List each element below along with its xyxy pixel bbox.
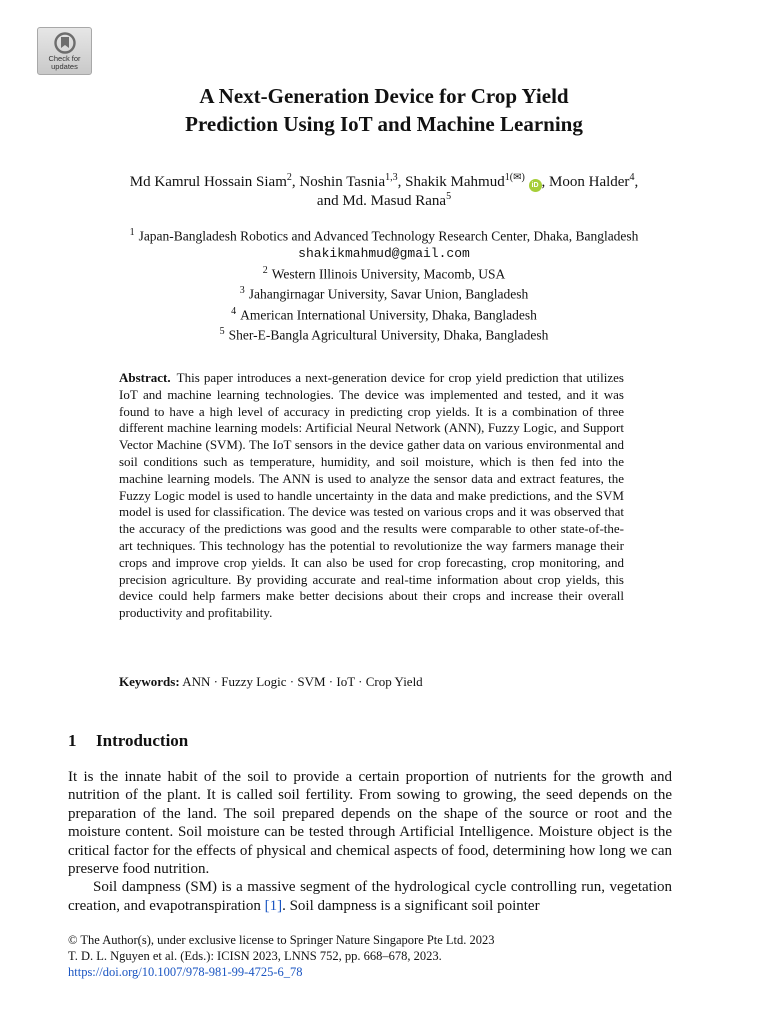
affiliation: $^3$ Jahangirnagar University, Savar Union, Bangladesh [239,285,529,302]
doi-link[interactable]: https://doi.org/10.1007/978-981-99-4725-6_78 [68,965,303,979]
section-title: Introduction [96,731,189,750]
author-sup: 1,3 [385,172,398,183]
keywords-list: ANN · Fuzzy Logic · SVM · IoT · Crop Yield [182,674,423,689]
keywords [119,673,624,690]
affiliations [30,224,738,344]
abstract-label: Abstract. [119,370,171,385]
corresponding-email[interactable]: shakikmahmud@gmail.com [298,245,470,261]
affiliation: $^4$ American International University, Dhaka, Bangladesh [231,305,537,322]
author: Md. Masud Rana [342,193,447,209]
affiliation: $^5$ Sher-E-Bangla Agricultural University, Dhaka, Bangladesh [219,326,549,343]
author-sup: 4 [629,172,635,183]
body-text [68,768,672,915]
author: Noshin Tasnia [299,174,386,190]
author-list: Md Kamrul Hossain Siam$^2$, Noshin Tasnia$^{1,3}$, Shakik Mahmud$^{1(✉)}$ iD , Moon Halder$^4$, and Md. Masud Rana$^5$ [129,172,639,209]
paper-title: A Next-Generation Device for Crop Yield Prediction Using IoT and Machine Learning [185,84,583,136]
keywords-label: Keywords: [119,674,180,689]
paragraph: It is the innate habit of the soil to provide a certain proportion of nutrients for the growth and nutrition of the plant. It is called soil fertility. From sowing to growing, the seed depends on the preparation of the land. The soil prepared depends on the shape of the source or root and the moisture content. Soil moisture can be tested through Artificial Intelligence. Moisture object is the critical factor for the effects of physical and chemical aspects of food, determining how long we can preserve food nutrition. [68,769,672,878]
affiliation: $^1$ Japan-Bangladesh Robotics and Advanced Technology Research Center, Dhaka, Bangladesh [129,227,639,244]
affiliation: $^2$ Western Illinois University, Macomb, USA [262,264,506,281]
copyright-footer [68,932,495,980]
abstract [119,370,624,622]
citation-line: T. D. L. Nguyen et al. (Eds.): ICISN 2023, LNNS 752, pp. 668–678, 2023. [68,949,442,963]
author: Moon Halder [549,174,630,190]
author: Shakik Mahmud [405,174,505,190]
author: Md Kamrul Hossain Siam [129,174,287,190]
section-number: 1 [68,731,77,750]
author-sup: 1(✉) [504,172,525,183]
paragraph: Soil dampness (SM) is a massive segment of the hydrological cycle controlling run, vegetation creation, and evapotranspiration [1]. Soil dampness is a significant soil pointer [68,879,672,914]
section-heading [68,730,188,752]
citation-link[interactable]: [1] [264,897,283,914]
check-for-updates-badge[interactable] [37,27,92,75]
abstract-text: This paper introduces a next-generation device for crop yield prediction that utilizes IoT and machine learning technologies. The device was implemented and tested, and it was found to have a high level of accuracy in predicting crop yields. It is a combination of three different machine learning models: Artificial Neural Network (ANN), Fuzzy Logic, and Support Vector Machine (SVM). The IoT sensors in the device gather data on various environmental and soil conditions such as temperature, humidity, and soil moisture, which is then fed into the machine learning models. The ANN is used to analyze the sensor data and extract features, the Fuzzy Logic model is used to handle uncertainty in the data and make predictions, and the SVM model is used for classification. The device was tested on various crops and it was observed that the accuracy of the predictions was good and the results were comparable to other state-of-the-art techniques. This technology has the potential to revolutionize the way farmers manage their crops and improve crop yields. It can also be used for crop forecasting, crop monitoring, and precision agriculture. By providing accurate and real-time information about crop yields, this device could help farmers make better decisions about their crops and increase their overall productivity and profitability. [119,370,624,621]
copyright-line: © The Author(s), under exclusive license to Springer Nature Singapore Pte Ltd. 2023 [68,933,495,947]
author-sup: 2 [286,172,292,183]
orcid-icon[interactable]: iD [529,179,542,192]
author-sup: 5 [446,191,452,202]
badge-label: Check for updates [48,54,81,71]
bookmark-ring-icon [54,32,76,54]
